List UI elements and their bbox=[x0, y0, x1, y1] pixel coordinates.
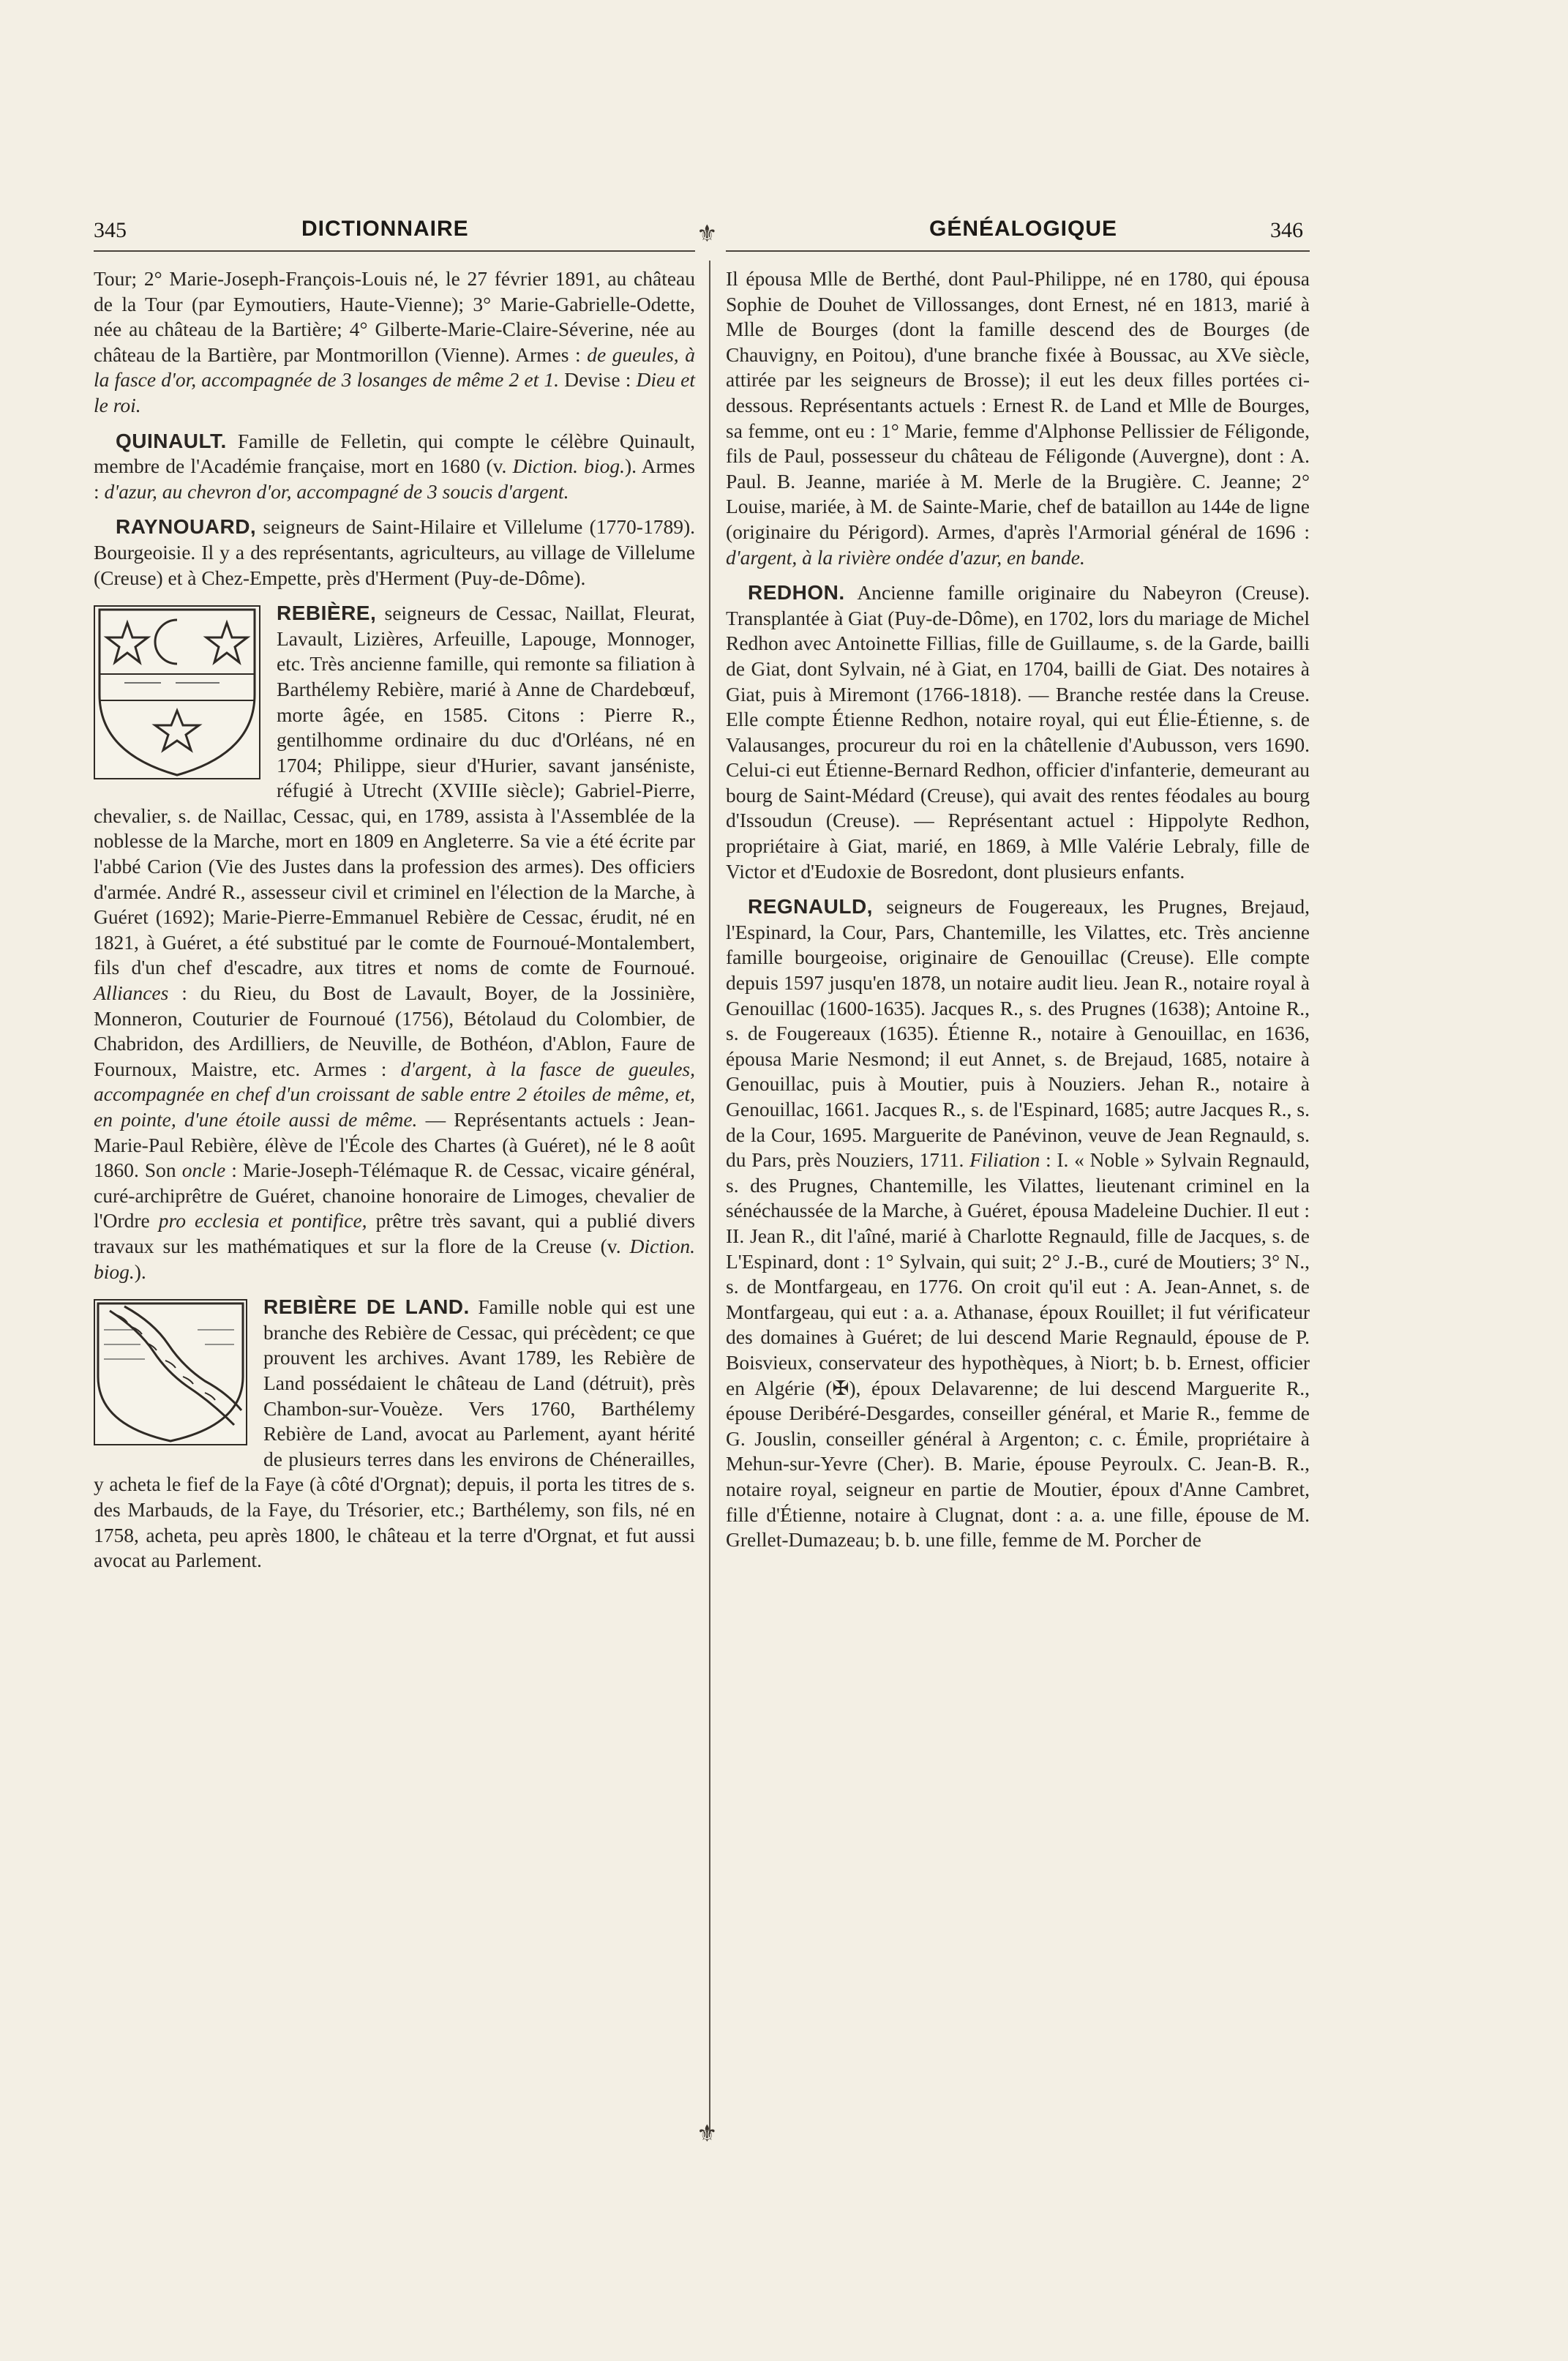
header-rule-right bbox=[726, 250, 1310, 252]
entry-rebiere: REBIÈRE, seigneurs de Cessac, Naillat, Fleurat, Lavault, Lizières, Arfeuille, Lapouge, Monnoger, etc. Très ancienne famille, qui remonte sa filiation à Barthélemy Rebière, marié à Anne de Chardebœuf, morte âgée, en 1585. Citons : Pierre R., gentilhomme ordinaire du duc d'Orléans, né en 1704; Philippe, sieur d'Hurier, savant janséniste, réfugié à Utrecht (XVIIIe siècle); Gabriel-Pierre, chevalier, s. de Naillac, Cessac, qui, en 1789, assista à l'Assemblée de la noblesse de la Marche, mort en 1809 en Angleterre. Sa vie a été écrite par l'abbé Carion (Vie des Justes dans la profession des armes). Des officiers d'armée. André R., assesseur civil et criminel en l'élection de la Marche, à Guéret (1692); Marie-Pierre-Emmanuel Rebière de Cessac, érudit, né en 1821, à Guéret, a été substitué par le comte de Fournoué-Montalembert, fils d'un chef d'escadre, aux titres et noms de comte de Fournoué. Alliances : du Rieu, du Bost de Lavault, Boyer, de la Jossinière, Monneron, Couturier de Fournoué (1756), Bétolaud du Colombier, de Chabridon, des Ardilliers, de Neuville, de Bothéon, d'Ablon, Faure de Fournoux, Maistre, etc. Armes : d'argent, à la fasce de gueules, accompagnée en chef d'un croissant de sable entre 2 étoiles de même, et, en pointe, d'une étoile aussi de même. — Représentants actuels : Jean-Marie-Paul Rebière, élève de l'École des Chartes (à Guéret), né le 8 août 1860. Son oncle : Marie-Joseph-Télémaque R. de Cessac, vicaire général, curé-archiprêtre de Guéret, chanoine honoraire de Limoges, chevalier de l'Ordre pro ecclesia et pontifice, prêtre très savant, qui a publié divers travaux sur les mathématiques et sur la flore de la Creuse (v. Diction. biog.). bbox=[94, 602, 696, 1283]
right-running-head bbox=[724, 217, 1310, 252]
entry-continuation: Tour; 2° Marie-Joseph-François-Louis né, le 27 février 1891, au château de la Tour (par Eymoutiers, Haute-Vienne); 3° Marie-Gabrielle-Odette, née au château de la Bartière; 4° Gilberte-Marie-Claire-Séverine, née au château de la Bartière, par Montmorillon (Vienne). Armes : de gueules, à la fasce d'or, accompagnée de 3 losanges de même 2 et 1. Devise : Dieu et le roi. bbox=[94, 267, 695, 416]
right-running-title: GÉNÉALOGIQUE bbox=[929, 217, 1118, 241]
fleur-de-lis-icon: ⚜ bbox=[697, 220, 718, 247]
left-page-number: 345 bbox=[94, 218, 127, 242]
headword: REGNAULD, bbox=[748, 895, 873, 918]
entry-redhon: REDHON. Ancienne famille originaire du Nabeyron (Creuse). Transplantée à Giat (Puy-de-Dôme), en 1702, lors du mariage de Michel Redhon avec Antoinette Fillias, fille de Guillaume, s. de la Garde, bailli de Giat, dont Sylvain, né à Giat, en 1704, bailli de Giat. Des notaires à Giat, puis à Miremont (1766-1818). — Branche restée dans la Creuse. Elle compte Étienne Redhon, notaire royal, qui eut Élie-Étienne, s. de Valausanges, procureur du roi en la châtellenie d'Aubusson, vers 1690. Celui-ci eut Étienne-Bernard Redhon, officier d'infanterie, demeurant au bourg de Saint-Médard (Creuse), qui avait des rentes féodales au bourg d'Issoudun (Creuse). — Représentant actuel : Hippolyte Redhon, propriétaire à Giat, marié, en 1869, à Mlle Valérie Lebraly, fille de Victor et d'Eudoxie de Bosredont, dont plusieurs enfants. bbox=[726, 581, 1310, 883]
fleur-de-lis-footer-icon: ⚜ bbox=[697, 2119, 718, 2147]
right-column bbox=[726, 266, 1310, 1563]
entry-raynouard: RAYNOUARD, seigneurs de Saint-Hilaire et Villelume (1770-1789). Bourgeoisie. Il y a des représentants, agriculteurs, au village de Villelume (Creuse) et à Chez-Empette, près d'Herment (Puy-de-Dôme). bbox=[94, 515, 695, 589]
entry-regnauld: REGNAULD, seigneurs de Fougereaux, les Prugnes, Brejaud, l'Espinard, la Cour, Pars, Chantemille, les Vilattes, etc. Très ancienne famille bourgeoise, originaire de Genouillac (Creuse). Elle compte depuis 1597 jusqu'en 1878, un notaire audit lieu. Jean R., notaire royal à Genouillac (1600-1635). Jacques R., s. des Prugnes (1638); Antoine R., s. de Fougereaux (1635). Étienne R., notaire à Genouillac, en 1636, épousa Marie Nesmond; il eut Annet, s. de Brejaud, 1685, notaire à Genouillac, puis à Moutier, puis à Nouziers. Jehan R., notaire à Genouillac, 1661. Jacques R., s. de l'Espinard, 1685; autre Jacques R., s. de la Cour, 1695. Marguerite de Panévinon, veuve de Jean Regnauld, s. du Pars, près Nouziers, 1711. Filiation : I. « Noble » Sylvain Regnauld, s. des Prugnes, Chantemille, les Vilattes, lieutenant criminel en la sénéchaussée de la Marche, à Guéret, épousa Madeleine Duchier. Il eut : II. Jean R., dit l'aîné, marié à Charlotte Regnauld, fille de Jacques, s. de L'Espinard, dont : 1° Sylvain, qui suit; 2° J.-B., curé de Moutiers; 3° N., s. de Montfargeau, en 1776. On croit qu'il eut : A. Jean-Annet, s. de Montfargeau, qui eut : a. a. Athanase, époux Rouillet; il fut vérificateur des domaines à Guéret; de lui descend Marie Regnauld, épouse de P. Boisvieux, conservateur des hypothèques, à Niort; b. b. Ernest, officier en Algérie (✠), époux Delavarenne; de lui descend Marguerite R., épouse Deribéré-Desgardes, conseiller général, et Marie R., femme de G. Jouslin, conseiller général à Argenton; c. c. Émile, propriétaire à Mehun-sur-Yevre (Cher). B. Marie, épouse Peyroulx. C. Jean-B. R., notaire royal, seigneur en partie de Moutier, époux d'Anne Cambret, fille d'Étienne, notaire à Clugnat, dont : a. a. une fille, épouse de M. Grellet-Dumazeau; b. b. une fille, femme de M. Porcher de bbox=[726, 895, 1310, 1552]
left-running-head bbox=[94, 217, 694, 252]
headword: QUINAULT. bbox=[116, 429, 227, 452]
headword: REDHON. bbox=[748, 581, 845, 605]
entry-rebiere-de-land: REBIÈRE DE LAND. Famille noble qui est une branche des Rebière de Cessac, qui précèdent; ce que prouvent les archives. Avant 1789, les Rebière de Land possédaient le château de Land (détruit), près Chambon-sur-Vouèze. Vers 1760, Barthélemy Rebière de Land, avocat au Parlement, ayant hérité de plusieurs terres dans les environs de Chénerailles, y acheta le fief de la Faye (à côté d'Orgnat); depuis, il porta les titres de s. des Marbauds, de la Faye, du Trésorier, etc.; Barthélemy, son fils, né en 1758, acheta, peu après 1800, le château et la terre d'Orgnat, et fut aussi avocat au Parlement. bbox=[94, 1295, 695, 1572]
rebiere-de-land-coat-of-arms bbox=[94, 1299, 247, 1445]
rebiere-coat-of-arms bbox=[94, 605, 260, 779]
entry-continuation: Il épousa Mlle de Berthé, dont Paul-Philippe, né en 1780, qui épousa Sophie de Douhet de Villossanges, dont Ernest, né en 1813, marié à Mlle de Bourges (dont la famille descend des de Bourges (de Chauvigny, en Poitou), d'une branche fixée à Boussac, au XVe siècle, attirée par les seigneurs de Brosse); il eut les deux filles portées ci-dessous. Représentants actuels : Ernest R. de Land et Mlle de Bourges, sa femme, ont eu : 1° Marie, femme d'Alphonse Pellissier de Féligonde, fils de Paul, possesseur du château de Féligonde (Auvergne), dont : A. Paul. B. Jeanne, mariée à M. Merle de la Brugière. C. Jeanne; 2° Louise, mariée, à M. de Sainte-Marie, chef de bataillon au 144e de ligne (originaire du Périgord). Armes, d'après l'Armorial général de 1696 : d'argent, à la rivière ondée d'azur, en bande. bbox=[726, 267, 1310, 569]
headword: RAYNOUARD, bbox=[116, 515, 257, 539]
entry-quinault: QUINAULT. Famille de Felletin, qui compte le célèbre Quinault, membre de l'Académie française, mort en 1680 (v. Diction. biog.). Armes : d'azur, au chevron d'or, accompagné de 3 soucis d'argent. bbox=[94, 429, 695, 503]
left-running-title: DICTIONNAIRE bbox=[301, 217, 469, 241]
header-rule-left bbox=[94, 250, 695, 252]
headword: REBIÈRE, bbox=[277, 602, 377, 625]
column-divider bbox=[709, 261, 710, 2134]
left-column bbox=[94, 266, 695, 1584]
headword: REBIÈRE DE LAND. bbox=[263, 1295, 470, 1319]
right-page-number: 346 bbox=[1270, 218, 1303, 242]
